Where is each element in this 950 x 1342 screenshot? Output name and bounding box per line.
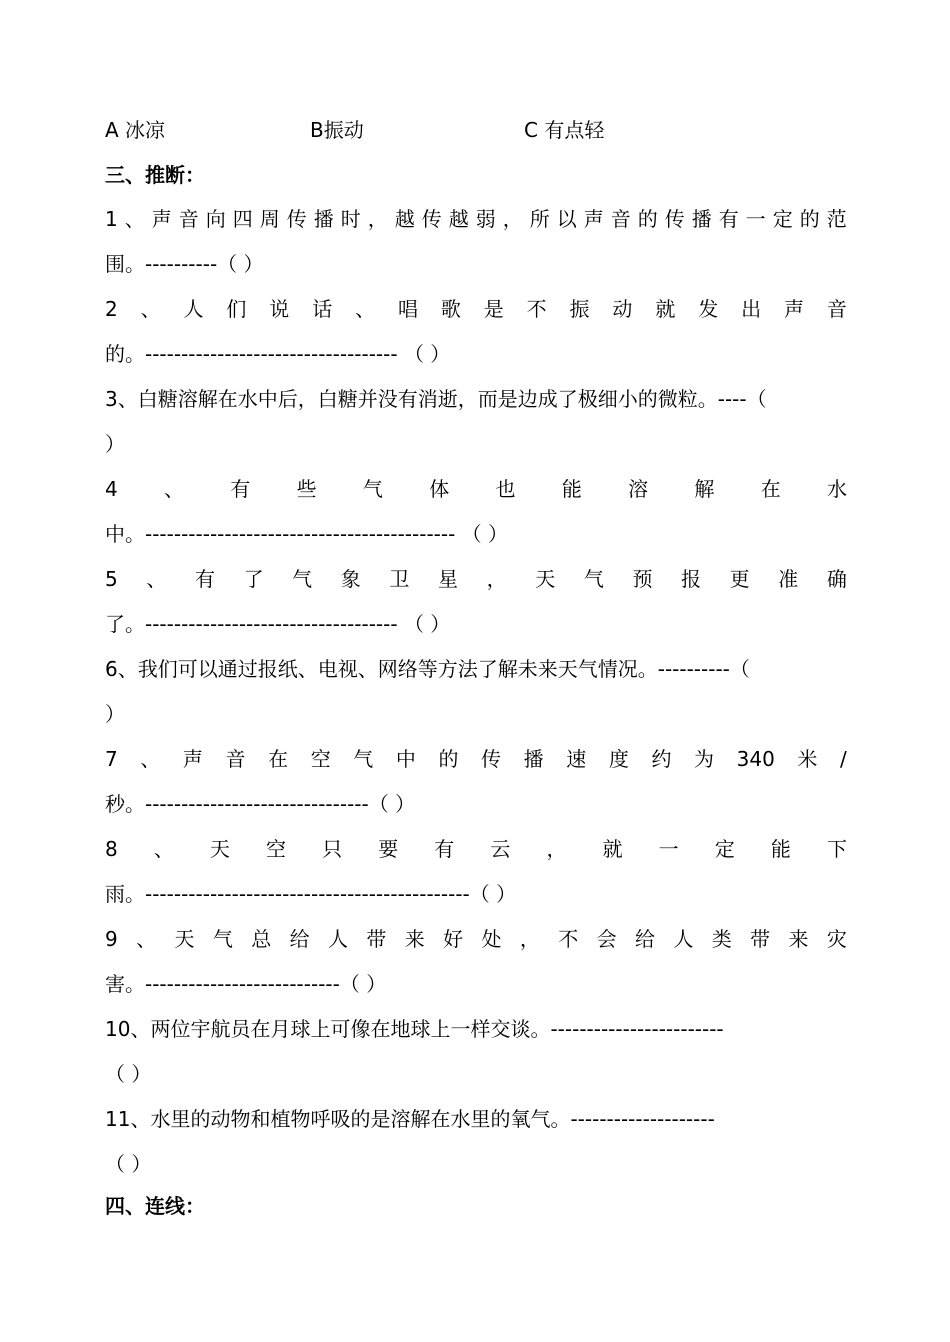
statement-char: 播 <box>313 207 334 231</box>
statement-line: 害。---------------------------（ ） <box>105 972 387 996</box>
statement-char: 振 <box>569 297 590 321</box>
statement-char: 溶 <box>628 477 649 501</box>
statement-char: 度 <box>608 747 629 771</box>
statement-char: 唱 <box>397 297 418 321</box>
statement-char: 有 <box>718 207 739 231</box>
statement-char: 空 <box>266 837 287 861</box>
statement-line <box>105 474 847 504</box>
statement-char: 会 <box>596 927 617 951</box>
statement-char: 报 <box>681 567 702 591</box>
statement-char: 卫 <box>389 567 410 591</box>
statement-line <box>105 294 847 324</box>
statement-char: 传 <box>481 747 502 771</box>
statement-char: 定 <box>772 207 793 231</box>
statement-char: 预 <box>632 567 653 591</box>
statement-char: 所 <box>529 207 550 231</box>
statement-char: 解 <box>694 477 715 501</box>
statement-char: 周 <box>259 207 280 231</box>
statement-char: 音 <box>225 747 246 771</box>
statement-char: 灾 <box>826 927 847 951</box>
statement-line: ） <box>105 432 125 456</box>
statement-char: 就 <box>602 837 623 861</box>
statement-char: 8 <box>105 837 118 861</box>
statement-char: 不 <box>526 297 547 321</box>
statement-char: 5 <box>105 567 118 591</box>
statement-char: 范 <box>826 207 847 231</box>
statement-char: 发 <box>698 297 719 321</box>
statement-char: 有 <box>194 567 215 591</box>
statement-char: ， <box>367 207 388 231</box>
statement-char: 音 <box>610 207 631 231</box>
statement-char: 米 <box>797 747 818 771</box>
statement-char: 有 <box>230 477 251 501</box>
statement-char: 传 <box>286 207 307 231</box>
statement-char: 类 <box>711 927 732 951</box>
statement-line: 11、水里的动物和植物呼吸的是溶解在水里的氧气。-------------------- <box>105 1107 715 1131</box>
statement-char: 准 <box>778 567 799 591</box>
statement-char: 能 <box>770 837 791 861</box>
statement-char: 传 <box>664 207 685 231</box>
statement-char: 气 <box>292 567 313 591</box>
statement-char: 体 <box>429 477 450 501</box>
statement-char: ， <box>502 207 523 231</box>
statement-char: 人 <box>183 297 204 321</box>
statement-char: 气 <box>353 747 374 771</box>
statement-line <box>105 924 847 954</box>
statement-line <box>105 564 847 594</box>
statement-char: 速 <box>566 747 587 771</box>
statement-char: 声 <box>151 207 172 231</box>
statement-char: ， <box>486 567 507 591</box>
statement-line: 10、两位宇航员在月球上可像在地球上一样交谈。------------------------ <box>105 1017 724 1041</box>
statement-char: 向 <box>205 207 226 231</box>
statement-char: 来 <box>404 927 425 951</box>
statement-char: 7 <box>105 747 118 771</box>
statement-char: 、 <box>124 207 145 231</box>
statement-char: 气 <box>212 927 233 951</box>
statement-char: ， <box>546 837 567 861</box>
statement-char: 在 <box>268 747 289 771</box>
statement-char: 也 <box>495 477 516 501</box>
statement-char: 的 <box>799 207 820 231</box>
statement-char: 越 <box>394 207 415 231</box>
statement-char: 出 <box>741 297 762 321</box>
statement-char: 天 <box>209 837 230 861</box>
statement-line <box>105 834 847 864</box>
statement-line <box>105 744 847 774</box>
statement-char: 就 <box>655 297 676 321</box>
statement-char: 4 <box>105 477 118 501</box>
statement-char: 弱 <box>475 207 496 231</box>
statement-char: 气 <box>362 477 383 501</box>
statement-line: 中。------------------------------------------- （ ） <box>105 522 509 546</box>
statement-char: 总 <box>251 927 272 951</box>
statement-char: 水 <box>827 477 847 501</box>
statement-char: 音 <box>178 207 199 231</box>
statement-char: 340 <box>736 747 775 771</box>
statement-char: 好 <box>443 927 464 951</box>
statement-char: 带 <box>750 927 771 951</box>
statement-line: 围。----------（ ） <box>105 252 264 276</box>
statement-char: 定 <box>714 837 735 861</box>
statement-line: 秒。-------------------------------（ ） <box>105 792 416 816</box>
statement-char: 话 <box>312 297 333 321</box>
statement-line: 雨。---------------------------------------------（ ） <box>105 882 517 906</box>
statement-char: 、 <box>355 297 376 321</box>
statement-char: 更 <box>729 567 750 591</box>
statement-char: 约 <box>651 747 672 771</box>
statement-char: 空 <box>310 747 331 771</box>
statement-char: 只 <box>322 837 343 861</box>
statement-char: 为 <box>694 747 715 771</box>
statement-char: 不 <box>558 927 579 951</box>
statement-line: 的。----------------------------------- （ ） <box>105 342 451 366</box>
statement-char: 四 <box>232 207 253 231</box>
statement-char: 们 <box>226 297 247 321</box>
statement-char: 播 <box>523 747 544 771</box>
statement-line: ） <box>105 702 125 726</box>
section-3-title: 三、推断： <box>105 163 205 187</box>
statement-char: 1 <box>105 207 118 231</box>
statement-char: 传 <box>421 207 442 231</box>
statement-char: 时 <box>340 207 361 231</box>
statement-char: 、 <box>146 567 167 591</box>
statement-char: 、 <box>140 297 161 321</box>
statement-char: 处 <box>481 927 502 951</box>
statement-line <box>105 204 847 234</box>
statement-char: 一 <box>658 837 679 861</box>
statement-char: / <box>840 747 847 771</box>
statement-char: 星 <box>438 567 458 591</box>
statement-char: 、 <box>164 477 185 501</box>
statement-char: 以 <box>556 207 577 231</box>
statement-char: 云 <box>490 837 511 861</box>
statement-char: 在 <box>760 477 781 501</box>
statement-char: 天 <box>174 927 195 951</box>
statement-char: 下 <box>826 837 847 861</box>
statement-char: 给 <box>634 927 655 951</box>
statement-char: 些 <box>296 477 317 501</box>
statement-char: 带 <box>366 927 387 951</box>
statement-char: 要 <box>378 837 399 861</box>
statement-line: （ ） <box>105 1062 152 1086</box>
statement-char: ， <box>519 927 540 951</box>
statement-line: 3、白糖溶解在水中后，白糖并没有消逝，而是边成了极细小的微粒。----（ <box>105 387 767 411</box>
statement-char: 、 <box>140 747 161 771</box>
statement-char: 能 <box>561 477 582 501</box>
statement-char: 中 <box>395 747 416 771</box>
statement-line: 6、我们可以通过报纸、电视、网络等方法了解未来天气情况。----------（ <box>105 657 750 681</box>
section-4-title: 四、连线： <box>105 1194 205 1218</box>
statement-char: 音 <box>826 297 847 321</box>
statement-char: 、 <box>136 927 157 951</box>
statement-char: 说 <box>269 297 290 321</box>
statement-char: 人 <box>673 927 694 951</box>
statement-char: 越 <box>448 207 469 231</box>
statement-char: 是 <box>483 297 504 321</box>
statement-char: 声 <box>583 207 604 231</box>
statement-char: 动 <box>612 297 633 321</box>
statement-char: 人 <box>327 927 348 951</box>
statement-char: 确 <box>826 567 847 591</box>
statement-char: 的 <box>438 747 459 771</box>
statement-char: 播 <box>691 207 712 231</box>
statement-line: （ ） <box>105 1152 152 1176</box>
statement-char: 声 <box>783 297 804 321</box>
statement-char: 的 <box>637 207 658 231</box>
statement-char: 2 <box>105 297 118 321</box>
statement-char: 歌 <box>440 297 461 321</box>
statement-char: 、 <box>153 837 174 861</box>
option-c: C 有点轻 <box>524 118 605 142</box>
statement-char: 给 <box>289 927 310 951</box>
statement-char: 象 <box>340 567 361 591</box>
statement-char: 气 <box>583 567 604 591</box>
statement-line: 了。----------------------------------- （ ） <box>105 612 451 636</box>
option-b: B振动 <box>310 118 364 142</box>
statement-char: 声 <box>182 747 203 771</box>
option-a: A 冰凉 <box>105 118 166 142</box>
statement-char: 了 <box>243 567 264 591</box>
statement-char: 9 <box>105 927 118 951</box>
statement-char: 一 <box>745 207 766 231</box>
statement-char: 有 <box>434 837 455 861</box>
statement-char: 天 <box>535 567 556 591</box>
statement-char: 来 <box>788 927 809 951</box>
